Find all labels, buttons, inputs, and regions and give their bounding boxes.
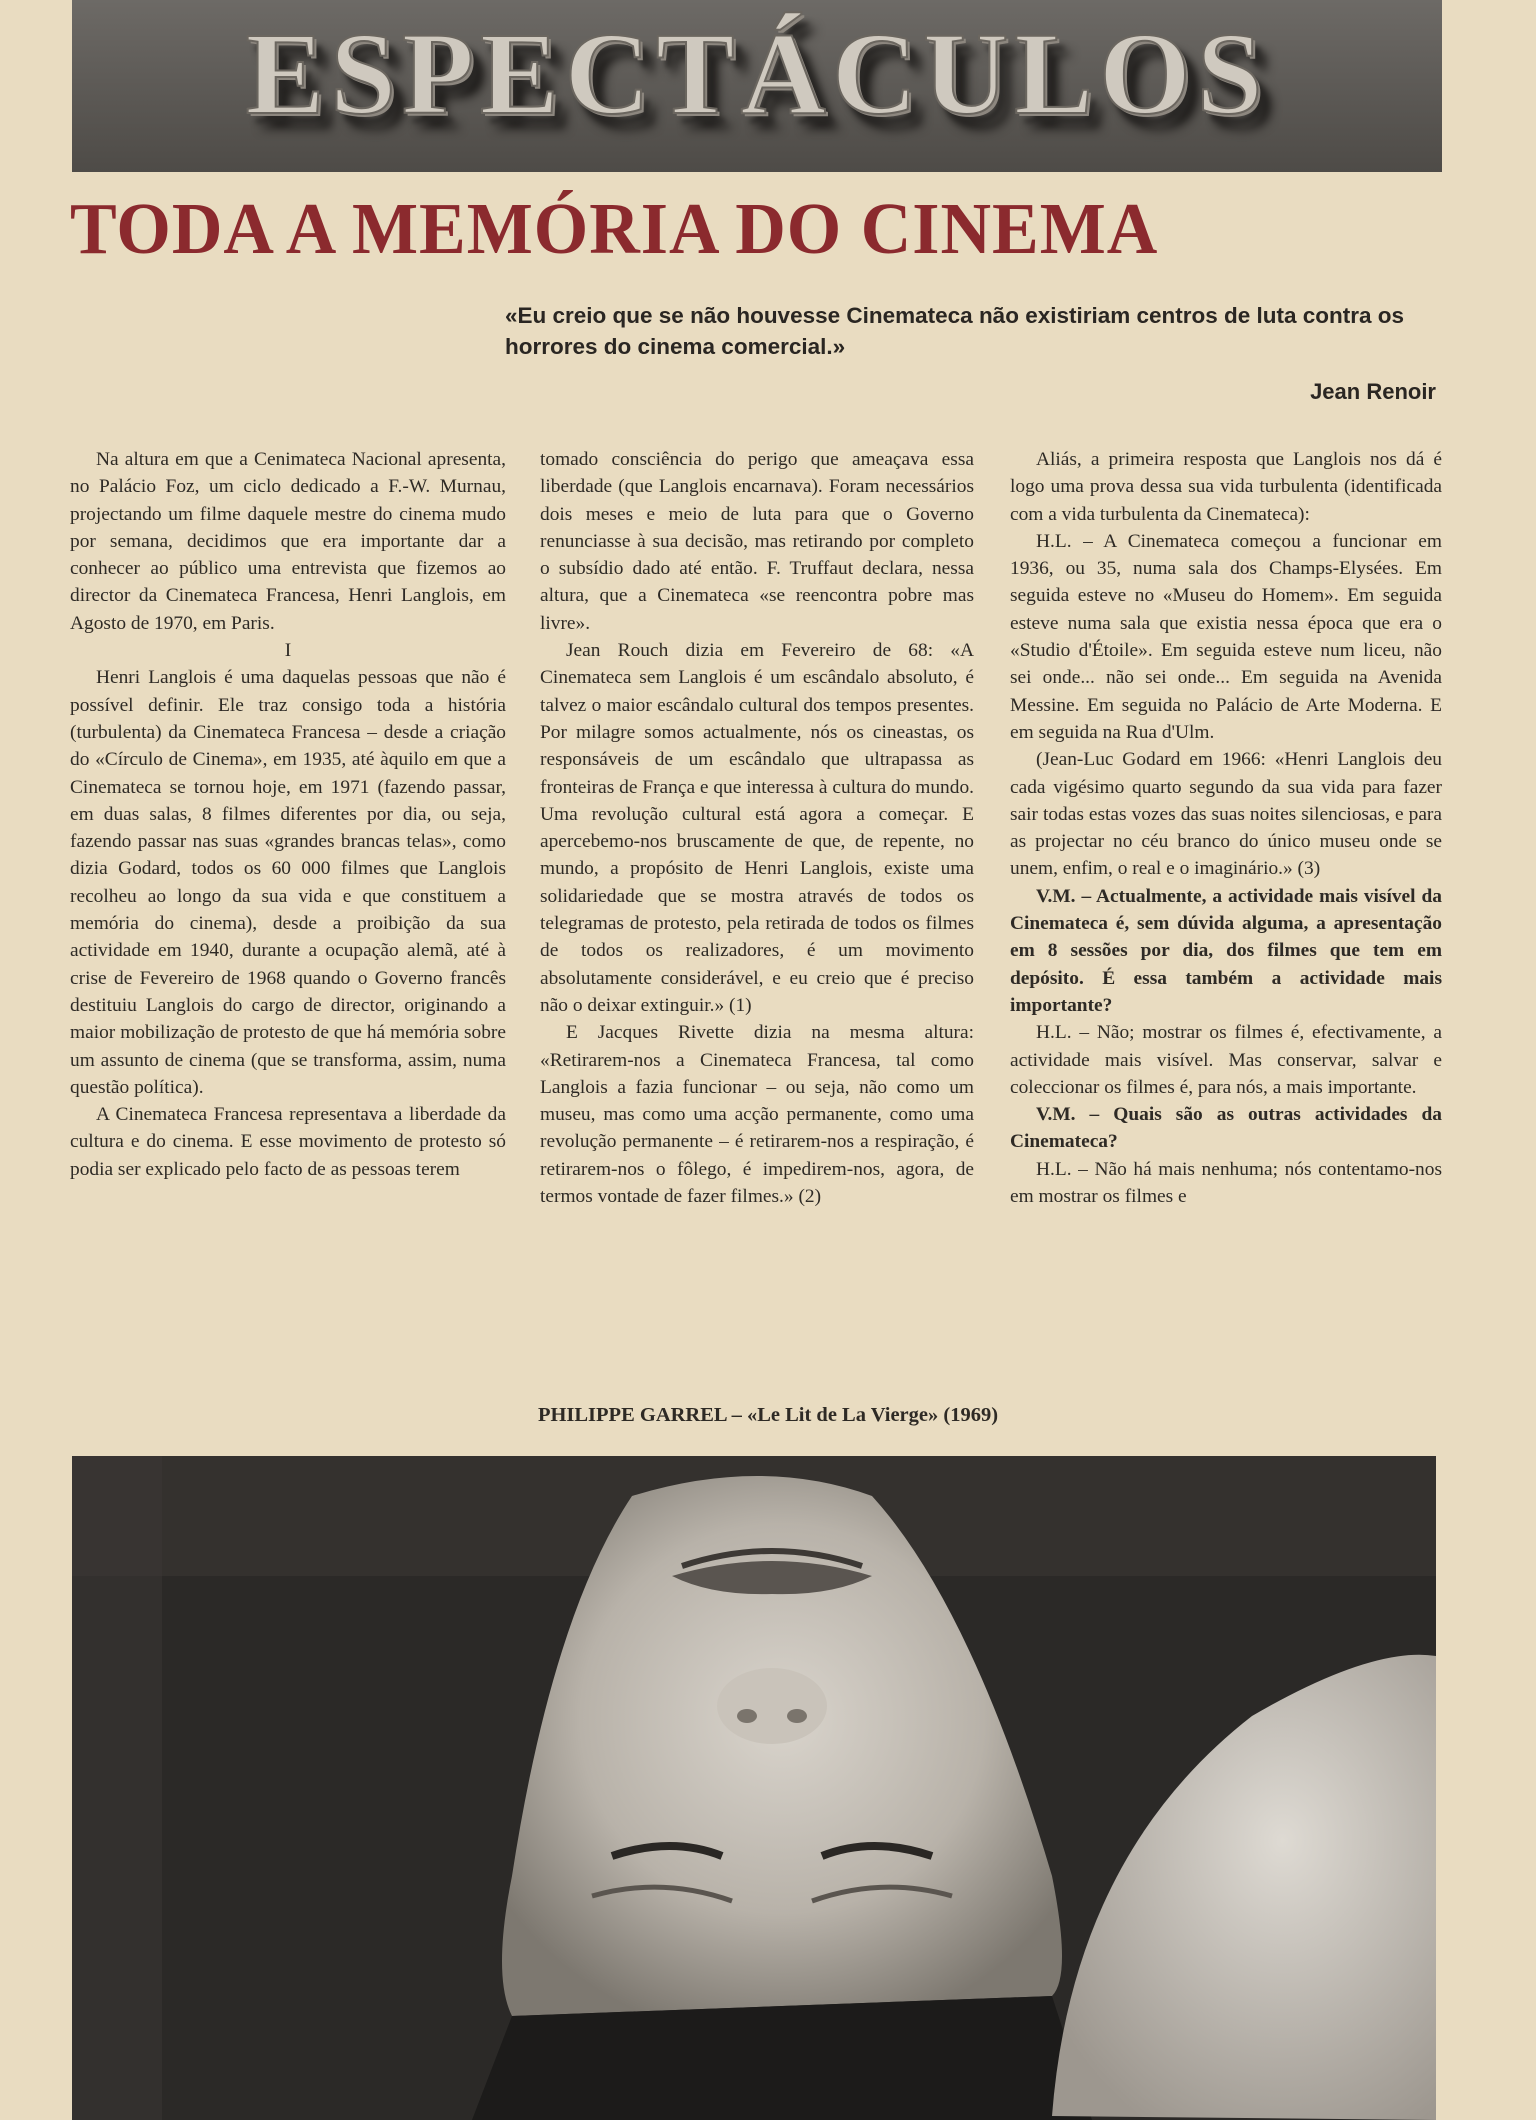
section-banner [72,0,1442,172]
paragraph: Jean Rouch dizia em Fevereiro de 68: «A Cinemateca sem Langlois é um escândalo absoluto, é talvez o maior escândalo cultural dos tempos presentes. Por milagre somos actualmente, nós os cineastas, os responsáveis de um escândalo que ultrapassa as fronteiras de França e que interessa à cultura do mundo. Uma revolução cultural está agora a começar. E apercebemo-nos bruscamente de que, de repente, no mundo, a propósito de Henri Langlois, existe uma solidariedade que se mostra através de todos os telegramas de protesto, pela retirada de todos os filmes de todos os realizadores, é um movimento absolutamente considerável, e eu creio que é preciso não o deixar extinguir.» (1) [540,640,974,1016]
paragraph: (Jean-Luc Godard em 1966: «Henri Langlois deu cada vigésimo quarto segundo da sua vida para fazer sair todas estas vozes das suas noites silenciosas, e para as projectar no céu branco do único museu onde se unem, enfim, o real e o imaginário.» (3) [1010,749,1442,880]
paragraph: Henri Langlois é uma daquelas pessoas que não é possível definir. Ele traz consigo toda a história (turbulenta) da Cinemateca Francesa – desde a criação do «Círculo de Cinema», em 1935, até àquilo em que a Cinemateca se tornou hoje, em 1971 (fazendo passar, em duas salas, 8 filmes diferentes por dia, ou seja, fazendo passar nas suas «grandes brancas telas», como dizia Godard, todos os 60 000 filmes que Langlois recolheu ao longo da sua vida e que constituem a memória do cinema), desde a proibição da sua actividade em 1940, durante a ocupação alemã, até à crise de Fevereiro de 1968 quando o Governo francês destituiu Langlois do cargo de director, originando a maior mobilização de protesto de que há memória sobre um assunto de cinema (que se transforma, assim, numa questão política). [70,667,506,1098]
paragraph: E Jacques Rivette dizia na mesma altura: «Retirarem-nos a Cinemateca Francesa, tal como Langlois a fazia funcionar – ou seja, não como um museu, mas como uma acção permanente, como uma revolução permanente – é retirarem-nos a respiração, é retirarem-nos o fôlego, é impedirem-nos, agora, de termos vontade de fazer filmes.» (2) [540,1022,974,1208]
photo-caption: PHILIPPE GARREL – «Le Lit de La Vierge» (1969) [537,1404,999,1426]
paragraph: H.L. – A Cinemateca começou a funcionar em 1936, ou 35, numa sala dos Champs-Elysées. Em seguida esteve no «Museu do Homem». Em seguida esteve numa sala que existia nessa época que era o «Studio d'Étoile». Em seguida esteve num liceu, não sei onde... não sei onde... Em seguida na Avenida Messine. Em seguida no Palácio de Arte Moderna. E em seguida na Rua d'Ulm. [1010,530,1442,743]
paragraph: H.L. – Não; mostrar os filmes é, efectivamente, a actividade mais visível. Mas conservar, salvar e coleccionar os filmes é, para nós, a mais importante. [1010,1022,1442,1098]
article-column-1 [70,446,506,1388]
film-still-image [72,1456,1436,2120]
paragraph: A Cinemateca Francesa representava a liberdade da cultura e do cinema. E esse movimento de protesto só podia ser explicado pelo facto de as pessoas terem [70,1104,506,1180]
section-title: ESPECTÁCULOS [245,8,1269,139]
interview-question: V.M. – Actualmente, a actividade mais visível da Cinemateca é, sem dúvida alguma, a apresentação em 8 sessões por dia, dos filmes que tem em depósito. É essa também a actividade mais importante? [1010,885,1442,1016]
paragraph: H.L. – Não há mais nenhuma; nós contentamo-nos em mostrar os filmes e [1010,1158,1442,1208]
epigraph-quote: «Eu creio que se não houvesse Cinemateca não existiriam centros de luta contra os horrores do cinema comercial.» [505,303,1405,359]
film-still-photo [72,1456,1436,2120]
section-number: I [284,640,292,662]
article-column-2 [540,446,974,1388]
article-headline: TODA A MEMÓRIA DO CINEMA [70,189,1159,270]
paragraph: Na altura em que a Cenimateca Nacional apresenta, no Palácio Foz, um ciclo dedicado a F.-W. Murnau, projectando um filme daquele mestre do cinema mudo por semana, decidimos que era importante dar a conhecer ao público uma entrevista que fizemos ao director da Cinemateca Francesa, Henri Langlois, em Agosto de 1970, em Paris. [70,449,506,634]
epigraph-author: Jean Renoir [1310,379,1436,404]
article-column-3 [1010,446,1442,1388]
paragraph: Aliás, a primeira resposta que Langlois nos dá é logo uma prova dessa sua vida turbulenta (identificada com a vida turbulenta da Cinemateca): [1010,449,1442,525]
interview-question: V.M. – Quais são as outras actividades da Cinemateca? [1010,1104,1442,1153]
paragraph: tomado consciência do perigo que ameaçava essa liberdade (que Langlois encarnava). Foram necessários dois meses e meio de luta para que o Governo renunciasse à sua decisão, mas retirando por completo o subsídio dado até então. F. Truffaut declara, nessa altura, que a Cinemateca «se reencontra pobre mas livre». [540,449,974,634]
